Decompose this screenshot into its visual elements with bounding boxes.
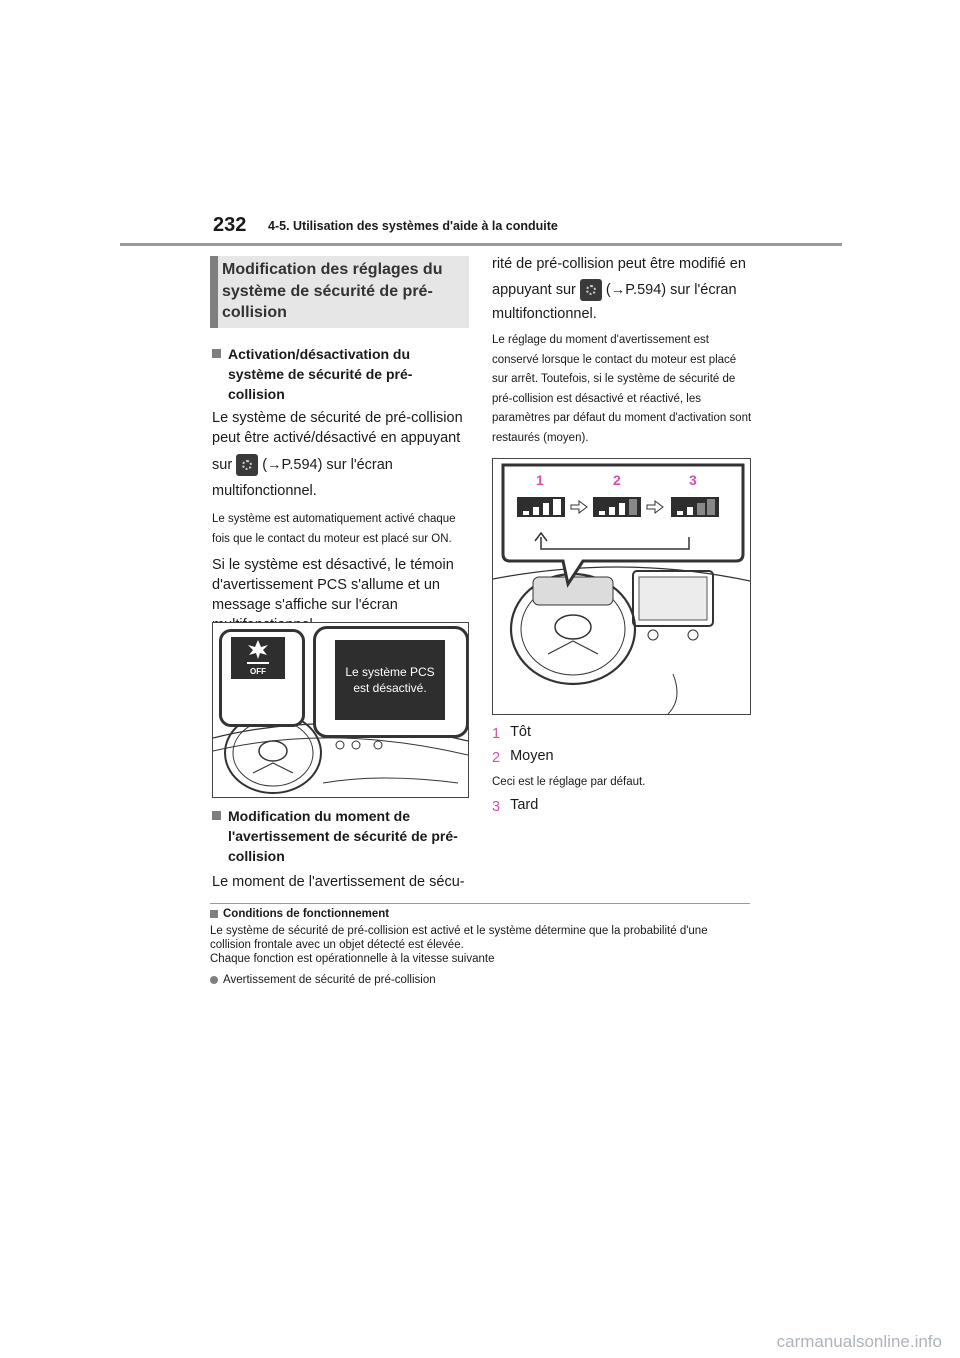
timing-illustration — [493, 459, 750, 714]
paragraph-activation: Le système de sécurité de pré-collision peut être activé/désactivé en appuyant — [212, 410, 463, 446]
square-bullet-icon — [210, 910, 218, 918]
circle-bullet-icon — [210, 976, 218, 984]
note-auto-activation: Le système est automatiquement activé chaque fois que le contact du moteur est placé sur ON. — [212, 513, 456, 545]
figure-pcs-off — [212, 622, 469, 798]
right-column — [492, 254, 752, 448]
step-number-3: 3 — [689, 472, 697, 488]
option-late — [492, 795, 752, 819]
settings-gear-icon — [236, 454, 258, 476]
subheading-activation — [212, 344, 467, 404]
text-sur: sur — [212, 457, 233, 473]
settings-gear-icon — [580, 279, 602, 301]
pcs-off-indicator — [231, 637, 285, 679]
paragraph-timing-cont2 — [492, 277, 752, 303]
footnote-bullet — [210, 974, 750, 986]
step-number-2: 2 — [613, 472, 621, 488]
text-reference: (→P.594) sur l'écran — [605, 282, 737, 298]
figure-timing-settings — [492, 458, 751, 715]
default-note: Ceci est le réglage par défaut. — [492, 776, 646, 788]
subheading-timing — [212, 806, 467, 866]
footnote — [210, 908, 750, 986]
timing-options-list — [492, 722, 752, 819]
text-multifonctionnel: multifonctionnel. — [492, 306, 597, 322]
off-label: OFF — [250, 667, 266, 676]
option-early — [492, 722, 752, 746]
footnote-title: Conditions de fonctionnement — [223, 908, 390, 920]
text-appuyant: appuyant sur — [492, 282, 576, 298]
footnote-text: Le système de sécurité de pré-collision est activé et le système détermine que la probabilité d'une collision frontale avec un objet détecté est élevée. — [210, 925, 708, 951]
note-timing-retention: Le réglage du moment d'avertissement est conservé lorsque le contact du moteur est placé sur arrêt. Toutefois, si le système de sécurité de pré-collision est désactivé et réactivé, les paramètres par défaut du moment d'activation sont restaurés (moyen). — [492, 334, 752, 444]
paragraph-pcs-warning: Si le système est désactivé, le témoin d'avertissement PCS s'allume et un message s'affiche sur l'écran — [212, 557, 454, 613]
paragraph-timing: Le moment de l'avertissement de sécu- — [212, 874, 465, 890]
paragraph-timing-cont: rité de pré-collision peut être modifié en — [492, 256, 746, 272]
left-column — [212, 344, 467, 635]
step-number-1: 1 — [536, 472, 544, 488]
square-bullet-icon — [212, 349, 221, 358]
option-medium — [492, 746, 752, 770]
section-title: Modification des réglages du système de sécurité de pré-collision — [222, 261, 443, 321]
square-bullet-icon — [212, 811, 221, 820]
footnote-text-2: Chaque fonction est opérationnelle à la vitesse suivante — [210, 953, 495, 965]
option-label: Moyen — [510, 748, 554, 764]
option-number: 1 — [492, 726, 501, 742]
page-number: 232 — [213, 214, 247, 236]
option-label: Tard — [510, 796, 539, 813]
chapter-title: 4-5. Utilisation des systèmes d'aide à la conduite — [268, 219, 558, 233]
watermark: carmanualsonline.info — [776, 1332, 942, 1351]
left-column-lower — [212, 806, 467, 892]
option-number: 2 — [492, 750, 501, 766]
subheading-activation-text: Activation/désactivation du système de sécurité de pré-collision — [228, 346, 413, 402]
pcs-warning-icon — [231, 637, 285, 669]
paragraph-activation-cont — [212, 452, 467, 504]
header-divider — [120, 243, 842, 246]
subheading-timing-text: Modification du moment de l'avertissement de sécurité de pré-collision — [228, 808, 458, 864]
footnote-bullet-text: Avertissement de sécurité de pré-collision — [223, 974, 436, 986]
option-number: 3 — [492, 798, 501, 815]
footnote-heading — [210, 908, 750, 920]
footnote-divider — [210, 903, 750, 904]
text-reference: (→P.594) sur l'écran multifonctionnel. — [212, 457, 393, 499]
option-label: Tôt — [510, 724, 532, 740]
pcs-disabled-message: Le système PCS est désactivé. — [335, 640, 445, 720]
